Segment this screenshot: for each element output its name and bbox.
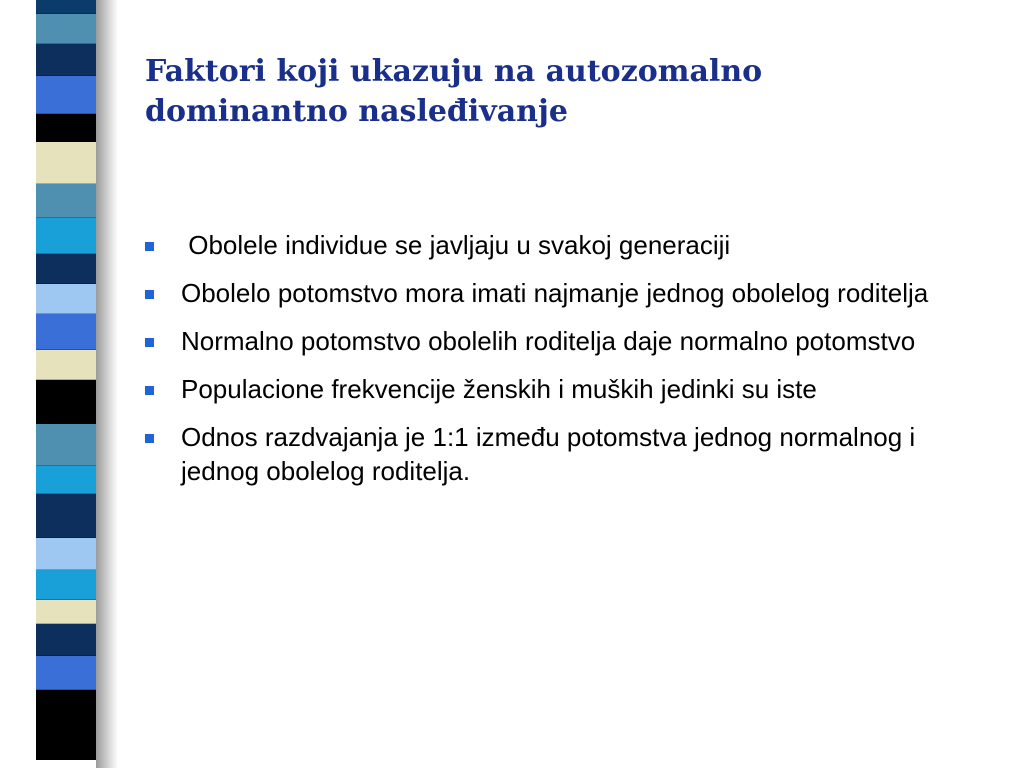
stripe-segment [36,142,96,184]
stripe-segment [36,466,96,494]
stripe-segment [36,114,96,142]
stripe-segment [36,184,96,218]
stripe-shadow [96,0,118,768]
stripe-segment [36,494,96,538]
bullet-text: Odnos razdvajanja je 1:1 između potomstva jednog normalnog i jednog obolelog roditelja. [181,422,916,486]
stripe-segment [36,314,96,350]
bullet-marker-icon [145,242,154,251]
stripe-segment [36,284,96,314]
stripe-segment [36,14,96,44]
stripe-segment [36,656,96,690]
stripe-segment [36,0,96,14]
stripe-segment [36,600,96,624]
bullet-item [145,324,995,358]
stripe-segment [36,570,96,600]
title-line-1: Faktori koji ukazuju na autozomalno [145,54,763,89]
bullet-marker-icon [145,434,154,443]
stripe-segment [36,380,96,424]
bullet-text: Obolelo potomstvo mora imati najmanje jednog obolelog roditelja [181,278,929,308]
stripe-segment [36,76,96,114]
bullet-item [145,276,995,310]
stripe-segment [36,254,96,284]
stripe-segment [36,424,96,466]
stripe-segment [36,690,96,760]
bullet-list [145,228,995,502]
title-line-2: dominantno nasleđivanje [145,94,568,129]
stripe-segment [36,350,96,380]
bullet-item [145,228,995,262]
stripe-segment [36,218,96,254]
bullet-item [145,420,995,488]
stripe-segment [36,44,96,76]
slide-title [145,52,965,132]
bullet-marker-icon [145,338,154,347]
decorative-stripe [36,0,96,768]
stripe-segment [36,624,96,656]
bullet-text: Populacione frekvencije ženskih i muških jedinki su iste [181,374,817,404]
bullet-item [145,372,995,406]
bullet-text: Obolele individue se javljaju u svakoj generaciji [181,230,731,260]
bullet-marker-icon [145,290,154,299]
bullet-marker-icon [145,386,154,395]
bullet-text: Normalno potomstvo obolelih roditelja daje normalno potomstvo [181,326,916,356]
stripe-segment [36,538,96,570]
